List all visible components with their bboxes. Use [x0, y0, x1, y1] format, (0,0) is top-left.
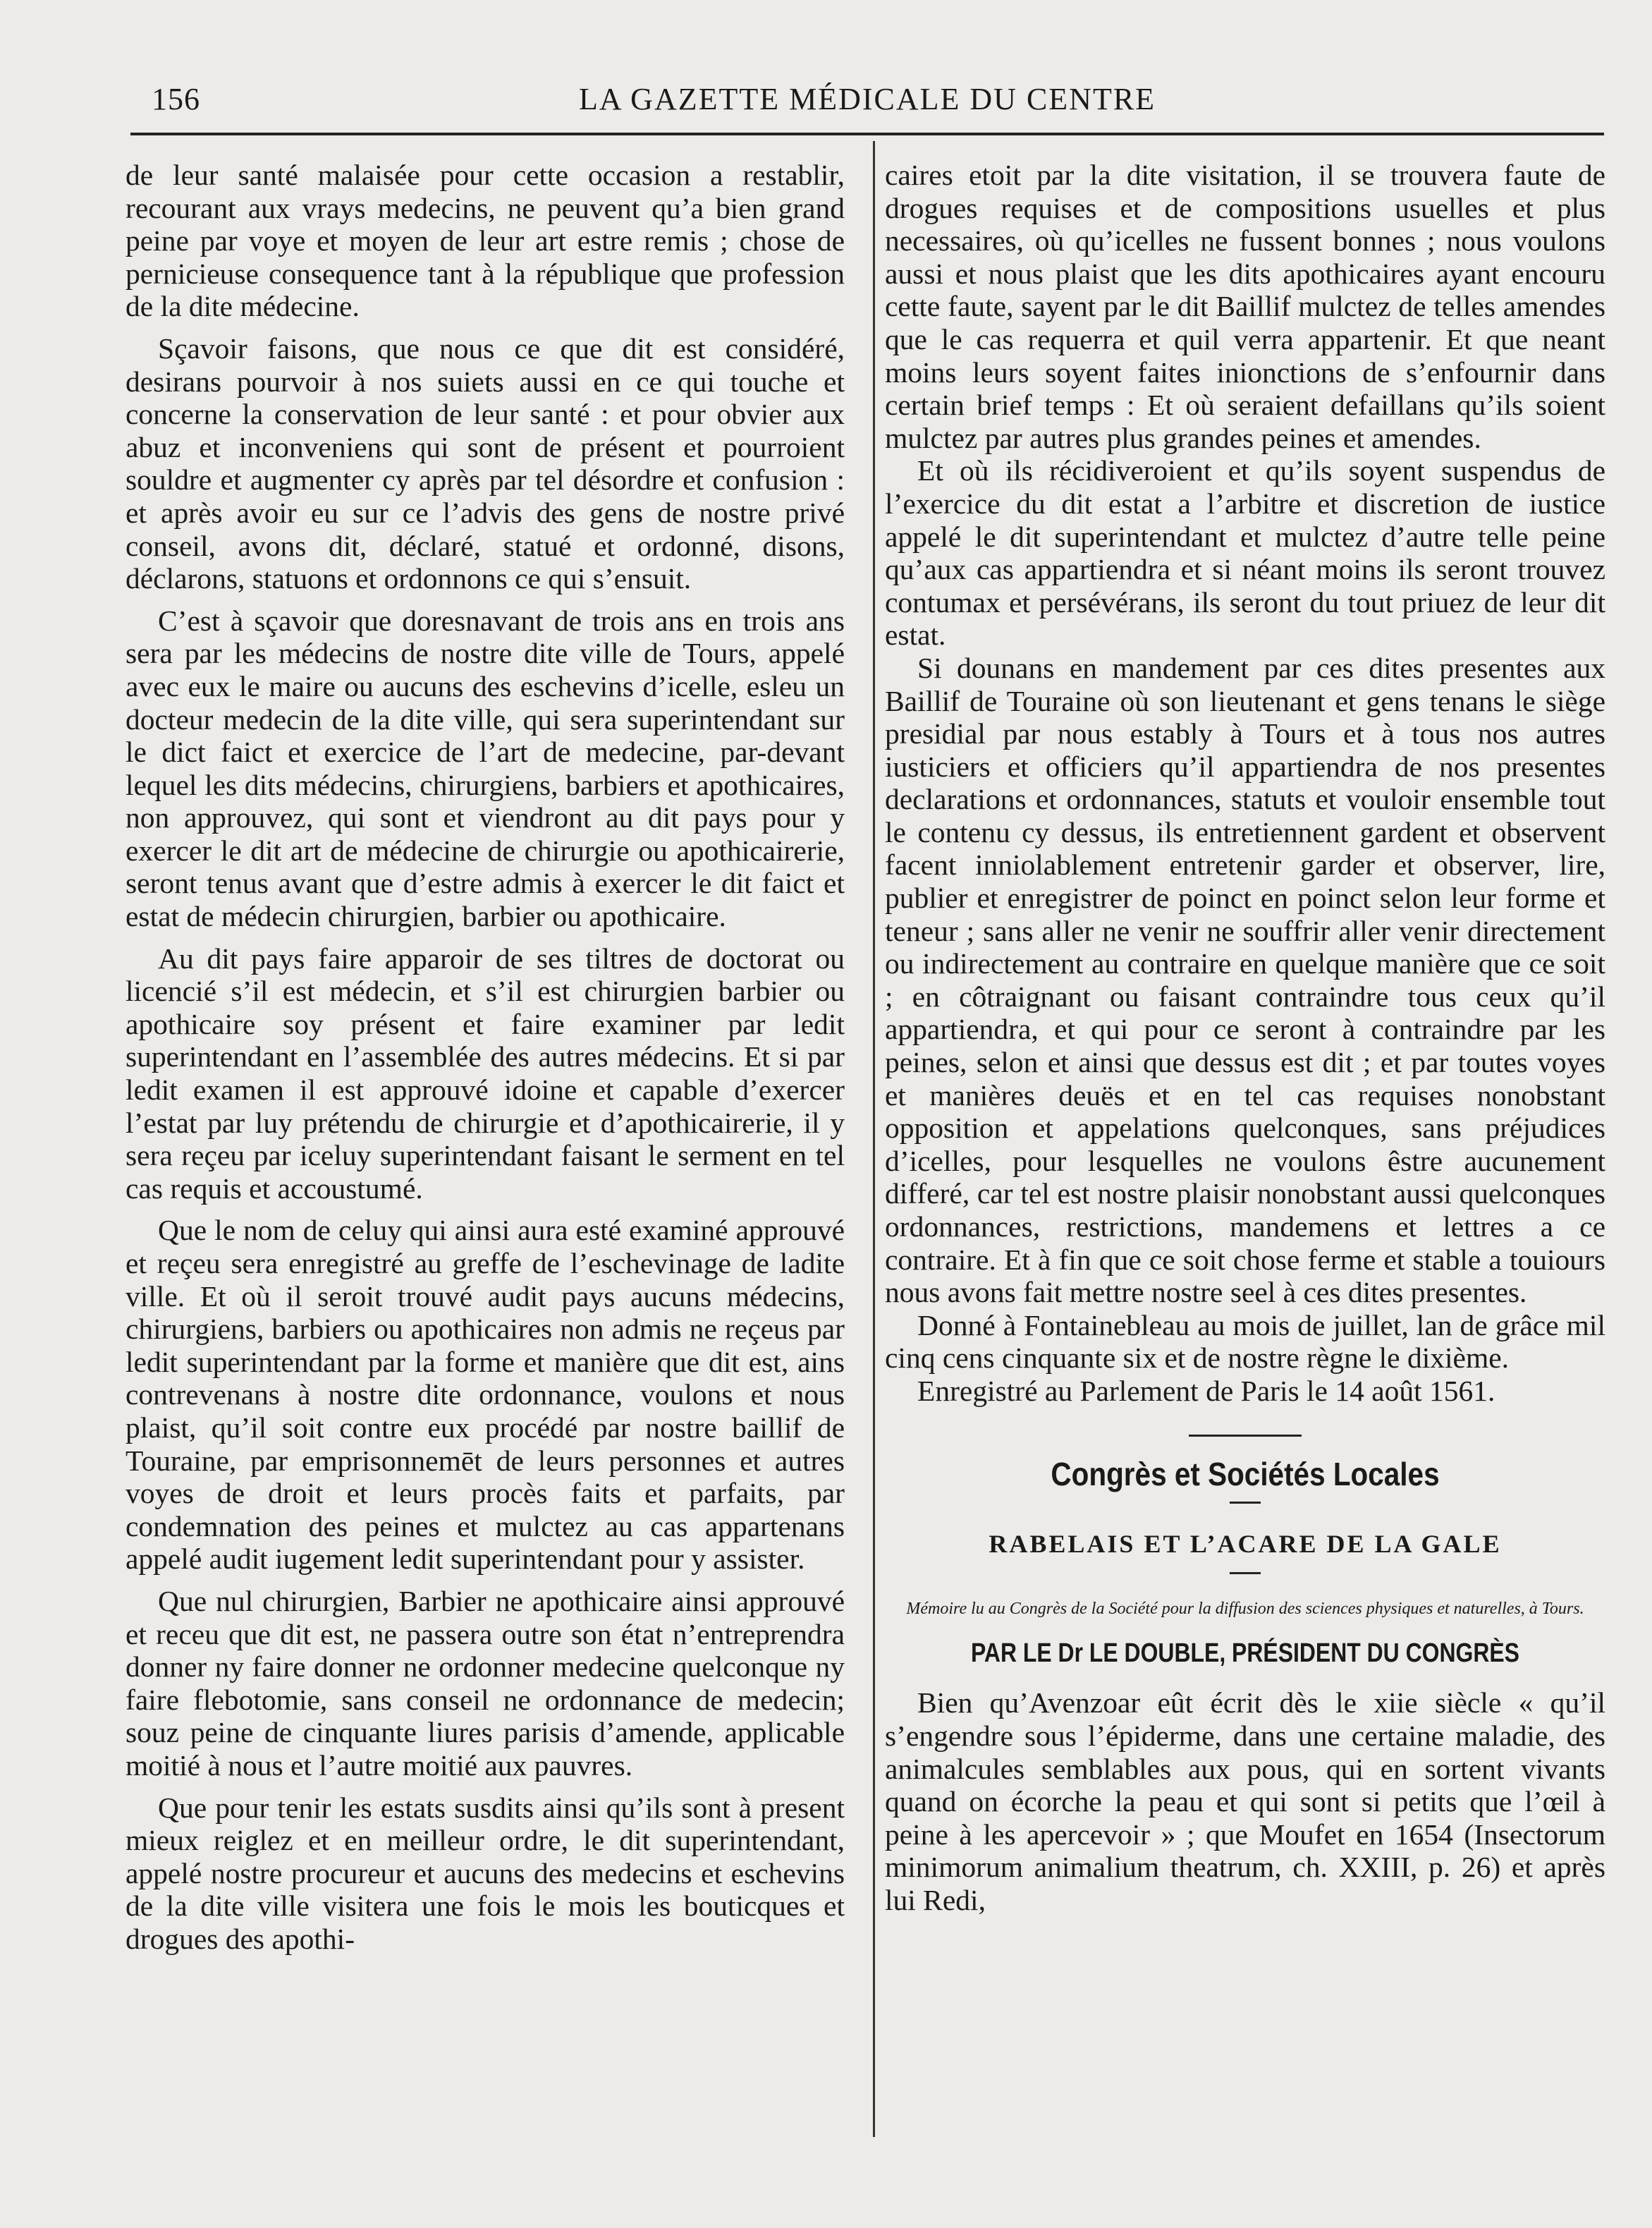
paragraph: Que nul chirurgien, Barbier ne apothicaire ainsi approuvé et receu que dit est, ne passera outre son état n’entreprendra donner ny faire donner ne ordonner medecine quelconque ny faire flebotomie, sans conseil ne ordonnance de medecin; souz peine de cinquante liures parisis d’amende, applicable moitié à nous et l’autre moitié aux pauvres. — [126, 1584, 845, 1782]
article-title: RABELAIS ET L’ACARE DE LA GALE — [989, 1530, 1502, 1559]
section-heading: Congrès et Sociétés Locales — [1051, 1455, 1440, 1492]
section-divider — [1189, 1435, 1302, 1437]
paragraph: Au dit pays faire apparoir de ses tiltres de doctorat ou licencié s’il est médecin, et s’il est chirurgien barbier ou apothicaire soy présent et faire examiner par ledit superintendant en l’assemblée des autres médecins. Et si par ledit examen il est approuvé idoine et capable d’exercer l’estat par luy prétendu de chirurgie et d’apothicairerie, il y sera reçeu par iceluy superintendant faisant le serment en tel cas requis et accoustumé. — [126, 942, 845, 1205]
author-line: PAR LE Dr LE DOUBLE, PRÉSIDENT DU CONGRÈS — [971, 1638, 1519, 1668]
paragraph: Que pour tenir les estats susdits ainsi qu’ils sont à present mieux reiglez et en meilleur ordre, le dit superintendant, appelé nostre procureur et aucuns des medecins et eschevins de la dite ville visitera une fois le mois les bouticques et drogues des apothi- — [126, 1791, 845, 1955]
right-column — [885, 159, 1605, 1917]
title-dash — [1230, 1572, 1261, 1574]
page-header — [130, 74, 1604, 123]
paragraph: Que le nom de celuy qui ainsi aura esté examiné approuvé et reçeu sera enregistré au greffe de l’eschevinage de ladite ville. Et où il seroit trouvé audit pays aucuns médecins, chirurgiens, barbiers ou apothicaires non admis ne reçeus par ledit superintendant par la forme et manière que dit est, ains contrevenans à nostre dite ordonnance, voulons et nous plaist, qu’il soit contre eux procédé par nostre baillif de Touraine, par emprisonnemēt de leurs personnes et autres voyes de droit et leurs procès faits et parfaits, par condemnation des peines et mulctez au cas appartenans appelé audit iugement ledit superintendant pour y assister. — [126, 1214, 845, 1576]
article-paragraph: Bien qu’Avenzoar eût écrit dès le xiie siècle « qu’il s’engendre sous l’épiderme, dans une certaine maladie, des animalcules semblables aux pous, qui en sortent vivants quand on écorche la peau et qui sont si petits que l’œil à peine à les apercevoir » ; que Moufet en 1654 (Insectorum minimorum animalium theatrum, ch. XXIII, p. 26) et après lui Redi, — [885, 1686, 1605, 1916]
paragraph: Enregistré au Parlement de Paris le 14 août 1561. — [917, 1374, 1495, 1407]
article-note: Mémoire lu au Congrès de la Société pour la diffusion des sciences physiques et naturelles, à Tours. — [906, 1599, 1584, 1618]
paragraph: caires etoit par la dite visitation, il se trouvera faute de drogues requises et de compositions usuelles et plus necessaires, où qu’icelles ne fussent bonnes ; nous voulons aussi et nous plaist que les dits apothicaires ayant encouru cette faute, sayent par le dit Baillif mulctez de telles amendes que le cas requerra et quil verra appartenir. Et que neant moins leurs soyent faites inionctions de s’enfournir dans certain brief temps : Et où seraient defaillans qu’ils soient mulctez par autres plus grandes peines et amendes. — [885, 159, 1605, 454]
paragraph: Et où ils récidiveroient et qu’ils soyent suspendus de l’exercice du dit estat a l’arbitre et discretion de iustice appelé le dit superintendant et mulctez d’autre telle peine qu’aux cas appartiendra et si néant moins ils seront trouvez contumax et persévérans, ils seront du tout priuez de leur dit estat. — [885, 454, 1605, 652]
heading-dash — [1230, 1502, 1261, 1504]
page-number: 156 — [152, 82, 200, 116]
left-column — [126, 159, 845, 1955]
column-divider — [873, 141, 875, 2137]
paragraph: Donné à Fontainebleau au mois de juillet, lan de grâce mil cinq cens cinquante six et de nostre règne le dixième. — [885, 1308, 1605, 1375]
paragraph: C’est à sçavoir que doresnavant de trois ans en trois ans sera par les médecins de nostre dite ville de Tours, appelé avec eux le maire ou aucuns des eschevins d’icelle, esleu un docteur medecin de la dite ville, qui sera superintendant sur le dict faict et exercice de l’art de medecine, par-devant lequel les dits médecins, chirurgiens, barbiers et apothicaires, non approuvez, qui sont et viendront au dit pays pour y exercer le dit art de médecine de chirurgie ou apothicairerie, seront tenus avant que d’estre admis à exercer le dit faict et estat de médecin chirurgien, barbier ou apothicaire. — [126, 604, 845, 933]
paragraph: Sçavoir faisons, que nous ce que dit est considéré, desirans pourvoir à nos suiets aussi en ce qui touche et concerne la conservation de leur santé : et pour obvier aux abuz et inconveniens qui sont de présent et pourroient souldre et augmenter cy après par tel désordre et confusion : et après avoir eu sur ce l’advis des gens de nostre privé conseil, avons dit, déclaré, statué et ordonné, disons, déclarons, statuons et ordonnons ce qui s’ensuit. — [126, 331, 845, 595]
running-title: LA GAZETTE MÉDICALE DU CENTRE — [578, 82, 1156, 116]
paragraph: de leur santé malaisée pour cette occasion a restablir, recourant aux vrays medecins, ne peuvent qu’a bien grand peine par voye et moyen de leur art estre remis ; chose de pernicieuse consequence tant à la république que profession de la dite médecine. — [126, 159, 845, 323]
paragraph: Si dounans en mandement par ces dites presentes aux Baillif de Touraine où son lieutenant et gens tenans le siège presidial par nous estably à Tours et à tous nos autres iusticiers et officiers qu’il appartiendra de nos presentes declarations et ordonnances, statuts et vouloir ensemble tout le contenu cy dessus, ils entretiennent gardent et observent facent inniolablement entretenir garder et observer, lire, publier et enregistrer de poinct en poinct selon leur forme et teneur ; sans aller ne venir ne souffrir aller venir directement ou indirectement au contraire en quelque manière que ce soit ; en côtraignant ou faisant contraindre tous ceux qu’il appartiendra, et qui pour ce seront à contraindre par les peines, selon et ainsi que dessus est dit ; et par toutes voyes et manières deuës et en tel cas requises nonobstant opposition et appelations quelconques, sans préjudices d’icelles, pour lesquelles ne voulons êstre aucunement differé, car tel est nostre plaisir nonobstant aussi quelconques ordonnances, restrictions, mandemens et lettres a ce contraire. Et à fin que ce soit chose ferme et stable a touiours nous avons fait mettre nostre seel à ces dites presentes. — [885, 651, 1605, 1309]
header-rule — [130, 133, 1604, 135]
